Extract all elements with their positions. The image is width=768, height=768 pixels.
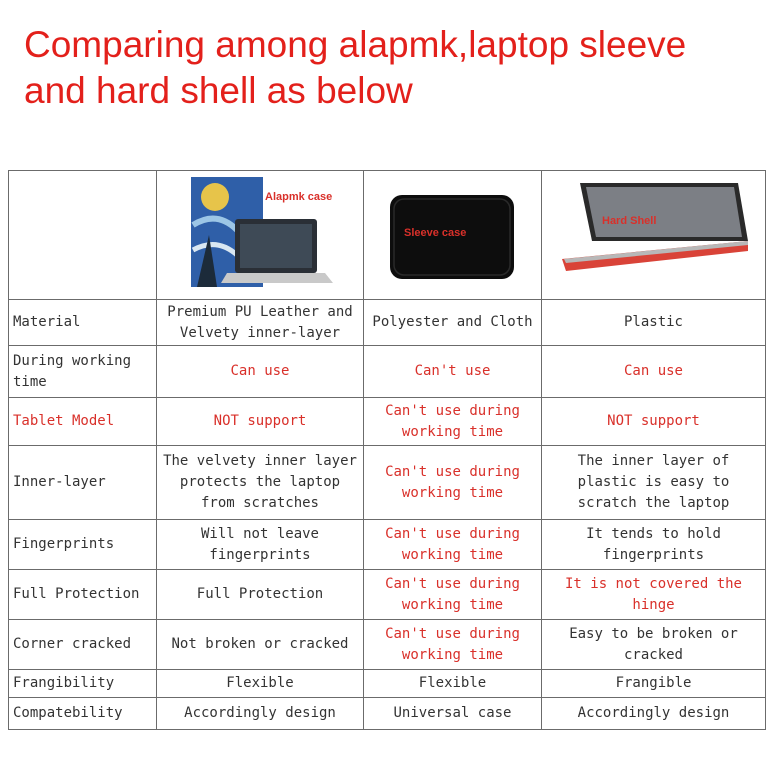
row-label-material: Material	[9, 300, 157, 346]
inner-layer-hardshell-cell: The inner layer of plastic is easy to scratch the laptop	[542, 446, 766, 520]
fingerprints-hardshell-cell: It tends to hold fingerprints	[542, 520, 766, 570]
frangibility-sleeve-cell: Flexible	[364, 670, 542, 698]
corner-cracked-alapmk-cell: Not broken or cracked	[157, 620, 364, 670]
frangibility-alapmk-cell: Flexible	[157, 670, 364, 698]
corner-cracked-hardshell-cell: Easy to be broken or cracked	[542, 620, 766, 670]
tablet-model-sleeve-text: Can't use during working time	[385, 402, 520, 440]
comparison-table	[8, 170, 766, 730]
table-row	[9, 698, 766, 730]
frangibility-hardshell-cell: Frangible	[542, 670, 766, 698]
row-label-fingerprints: Fingerprints	[9, 520, 157, 570]
full-protection-sleeve-text: Can't use during working time	[385, 575, 520, 613]
sleeve-case-label: Sleeve case	[404, 227, 467, 239]
inner-layer-sleeve-text: Can't use during working time	[385, 463, 520, 501]
corner-cell	[9, 171, 157, 300]
working-time-alapmk-cell: Can use	[157, 346, 364, 398]
tablet-model-alapmk-cell: NOT support	[157, 398, 364, 446]
table-row	[9, 670, 766, 698]
row-label-inner-layer: Inner-layer	[9, 446, 157, 520]
full-protection-sleeve-cell	[364, 570, 542, 620]
header-row	[9, 171, 766, 300]
row-label-tablet-model: Tablet Model	[9, 398, 157, 446]
table-row	[9, 346, 766, 398]
row-label-full-protection: Full Protection	[9, 570, 157, 620]
row-label-corner-cracked: Corner cracked	[9, 620, 157, 670]
working-time-hardshell-cell: Can use	[542, 346, 766, 398]
compatibility-alapmk-cell: Accordingly design	[157, 698, 364, 730]
row-label-compatebility: Compatebility	[9, 698, 157, 730]
alapmk-case-label: Alapmk case	[265, 191, 333, 203]
material-hardshell-cell: Plastic	[542, 300, 766, 346]
full-protection-alapmk-cell: Full Protection	[157, 570, 364, 620]
corner-cracked-sleeve-text: Can't use during working time	[385, 625, 520, 663]
table-row	[9, 620, 766, 670]
hard-shell-label: Hard Shell	[602, 215, 657, 227]
alapmk-case-image-cell	[157, 171, 364, 300]
fingerprints-sleeve-cell	[364, 520, 542, 570]
material-alapmk-cell: Premium PU Leather and Velvety inner-layer	[157, 300, 364, 346]
corner-cracked-sleeve-cell	[364, 620, 542, 670]
material-sleeve-cell: Polyester and Cloth	[364, 300, 542, 346]
compatibility-hardshell-cell: Accordingly design	[542, 698, 766, 730]
inner-layer-sleeve-cell	[364, 446, 542, 520]
table-row	[9, 520, 766, 570]
table-row	[9, 446, 766, 520]
full-protection-hardshell-cell	[542, 570, 766, 620]
compatibility-sleeve-cell: Universal case	[364, 698, 542, 730]
full-protection-hardshell-text: It is not covered the hinge	[564, 575, 742, 613]
row-label-frangibility: Frangibility	[9, 670, 157, 698]
table-row	[9, 300, 766, 346]
tablet-model-hardshell-cell: NOT support	[542, 398, 766, 446]
page-title: Comparing among alapmk,laptop sleeve and hard shell as below	[24, 24, 687, 111]
hard-shell-image-cell	[542, 171, 766, 300]
sleeve-case-image-cell	[364, 171, 542, 300]
fingerprints-alapmk-cell: Will not leave fingerprints	[157, 520, 364, 570]
fingerprints-sleeve-text: Can't use during working time	[385, 525, 520, 563]
table-row	[9, 570, 766, 620]
inner-layer-alapmk-cell: The velvety inner layer protects the laptop from scratches	[157, 446, 364, 520]
working-time-sleeve-cell: Can't use	[364, 346, 542, 398]
tablet-model-sleeve-cell	[364, 398, 542, 446]
table-row	[9, 398, 766, 446]
row-label-during-working-time: During working time	[9, 346, 157, 398]
